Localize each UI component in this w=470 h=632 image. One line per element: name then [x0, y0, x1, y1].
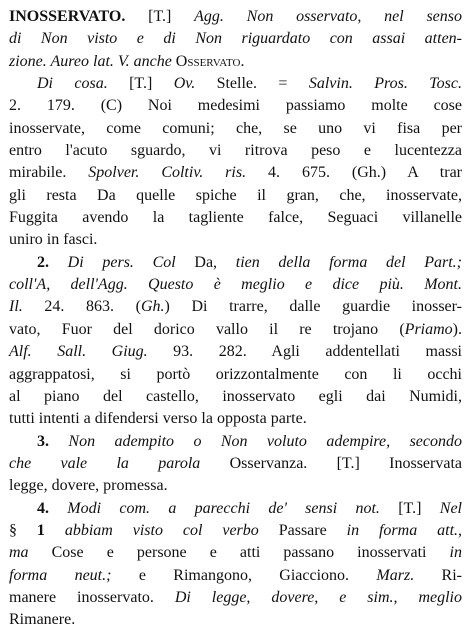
entry-text-run: mirabile.	[9, 164, 89, 182]
entry-text-run: ).	[452, 320, 462, 338]
entry-text-run: zione. Aureo lat. V. anche	[9, 52, 176, 70]
entry-line	[9, 364, 462, 386]
entry-text-run: Di pers. Col	[49, 253, 176, 271]
entry-text-run: Salvin. Pros. Tosc.	[308, 75, 462, 93]
entry-text-run: Alf. Sall. Giug.	[9, 343, 148, 361]
entry-text-run: [T.]	[379, 499, 440, 517]
entry-line	[9, 520, 462, 542]
entry-text-run: coll'A, dell'Agg. Questo è meglio e dice più. Mont.	[9, 276, 462, 294]
entry-text-run: [T.]	[107, 75, 174, 93]
entry-text-run: in	[449, 544, 462, 562]
entry-line	[9, 95, 462, 117]
entry-text-run: Modi com. a parecchi de' sensi not.	[49, 499, 380, 517]
entry-text-run: in forma att.,	[346, 521, 463, 539]
entry-line	[9, 229, 462, 251]
entry-text-run: Gh.	[140, 298, 165, 316]
entry-line	[9, 431, 462, 453]
entry-line	[9, 274, 462, 296]
entry-text-run: aggrappatosi, si portò orizzontalmente con li occhi	[9, 365, 462, 383]
entry-text-run: Ov.	[173, 75, 196, 93]
entry-text-run: 4. 675. (Gh.) A trar	[246, 164, 463, 182]
entry-text-run: 2. 179. (C) Noi medesimi passiamo molte cose	[9, 97, 462, 115]
entry-text-run: §	[9, 521, 37, 539]
entry-line	[9, 51, 462, 73]
entry-line	[9, 408, 462, 430]
entry-text-run: 1	[36, 521, 45, 539]
entry-text-run: e Rimangono, Giacciono.	[111, 566, 377, 584]
entry-text-run: che vale la parola	[9, 454, 201, 472]
entry-text-run: Di legge, dovere, e sim., meglio	[174, 588, 463, 606]
entry-text-run: Agg. Non osservato, nel senso	[194, 8, 462, 25]
entry-text-run: Osservato	[175, 52, 241, 70]
entry-line	[9, 587, 462, 609]
entry-line	[9, 118, 462, 140]
entry-text-run: manere inosservato.	[9, 588, 175, 606]
entry-line	[9, 565, 462, 587]
entry-line	[9, 6, 462, 28]
entry-text-run: Fuggita avendo la tagliente falce, Seguaci villanelle	[9, 209, 462, 227]
entry-line	[9, 162, 462, 184]
entry-line	[9, 498, 462, 520]
entry-text-run: INOSSERVATO.	[9, 8, 126, 25]
entry-text-run: Cose e persone e atti passano inosservati	[28, 544, 450, 562]
entry-line	[9, 475, 462, 497]
entry-text-run: Spolver. Coltiv. ris.	[88, 164, 247, 182]
entry-line	[9, 386, 462, 408]
entry-text-run: al piano del castello, inosservato egli dai Numidi,	[9, 387, 462, 405]
entry-text-run: vato, Fuor del dorico vallo il re trojano (	[9, 320, 405, 338]
entry-text-run: Stelle. =	[195, 75, 309, 93]
entry-line	[9, 319, 462, 341]
entry-text-run: forma neut.;	[9, 566, 112, 584]
entry-text-run: Di cosa.	[37, 75, 108, 93]
entry-text-run: 2.	[37, 253, 49, 271]
entry-text-run: 4.	[37, 499, 49, 517]
entry-text-run: Ri-	[414, 566, 463, 584]
entry-text-run: abbiam visto col verbo	[44, 521, 259, 539]
entry-text-run: Passare	[258, 521, 347, 539]
entry-line	[9, 341, 462, 363]
entry-text-run: inosservate, come comuni; che, se uno vi fisa per	[9, 119, 462, 137]
entry-text-run: tutti intenti a difendersi verso la opposta parte.	[9, 410, 307, 428]
entry-text-run: [T.]	[125, 8, 195, 25]
entry-text-run: .	[240, 52, 245, 70]
entry-text-run: Osservanza. [T.] Inosservata	[200, 454, 462, 472]
entry-text-run: Rimanere.	[9, 611, 76, 629]
entry-text-run: ma	[9, 544, 29, 562]
entry-line	[9, 542, 462, 564]
entry-text-run: ) Di trarre, dalle guardie inosser-	[164, 298, 462, 316]
entry-text-run: 3.	[37, 432, 49, 450]
entry-text-run: tien della forma del Part.;	[235, 253, 463, 271]
entry-text-run: di Non visto e di Non riguardato con assai atten-	[9, 30, 462, 48]
entry-text-run: gli resta Da quelle spiche il gran, che, inosservate,	[9, 186, 462, 204]
entry-text-run: Non adempito o Non voluto adempire, secondo	[49, 432, 462, 450]
entry-text-run: Nel	[439, 499, 462, 517]
dictionary-entry-inosservato	[9, 6, 462, 632]
entry-text-run: Da,	[175, 253, 236, 271]
entry-text-run: Il.	[9, 298, 23, 316]
entry-line	[9, 609, 462, 631]
entry-text-run: Marz.	[376, 566, 415, 584]
entry-line	[9, 296, 462, 318]
entry-line	[9, 453, 462, 475]
entry-text-run: uniro in fasci.	[9, 231, 98, 249]
entry-line	[9, 185, 462, 207]
entry-line	[9, 28, 462, 50]
entry-text-run: 24. 863. (	[22, 298, 141, 316]
entry-text-run: entro l'acuto sguardo, vi ritrova peso e lucentezza	[9, 142, 462, 160]
entry-line	[9, 252, 462, 274]
entry-text-run: 93. 282. Agli addentellati massi	[147, 343, 462, 361]
entry-line	[9, 73, 462, 95]
entry-line	[9, 140, 462, 162]
entry-line	[9, 207, 462, 229]
entry-text-run: legge, dovere, promessa.	[9, 477, 168, 495]
entry-text-run: Priamo	[404, 320, 453, 338]
